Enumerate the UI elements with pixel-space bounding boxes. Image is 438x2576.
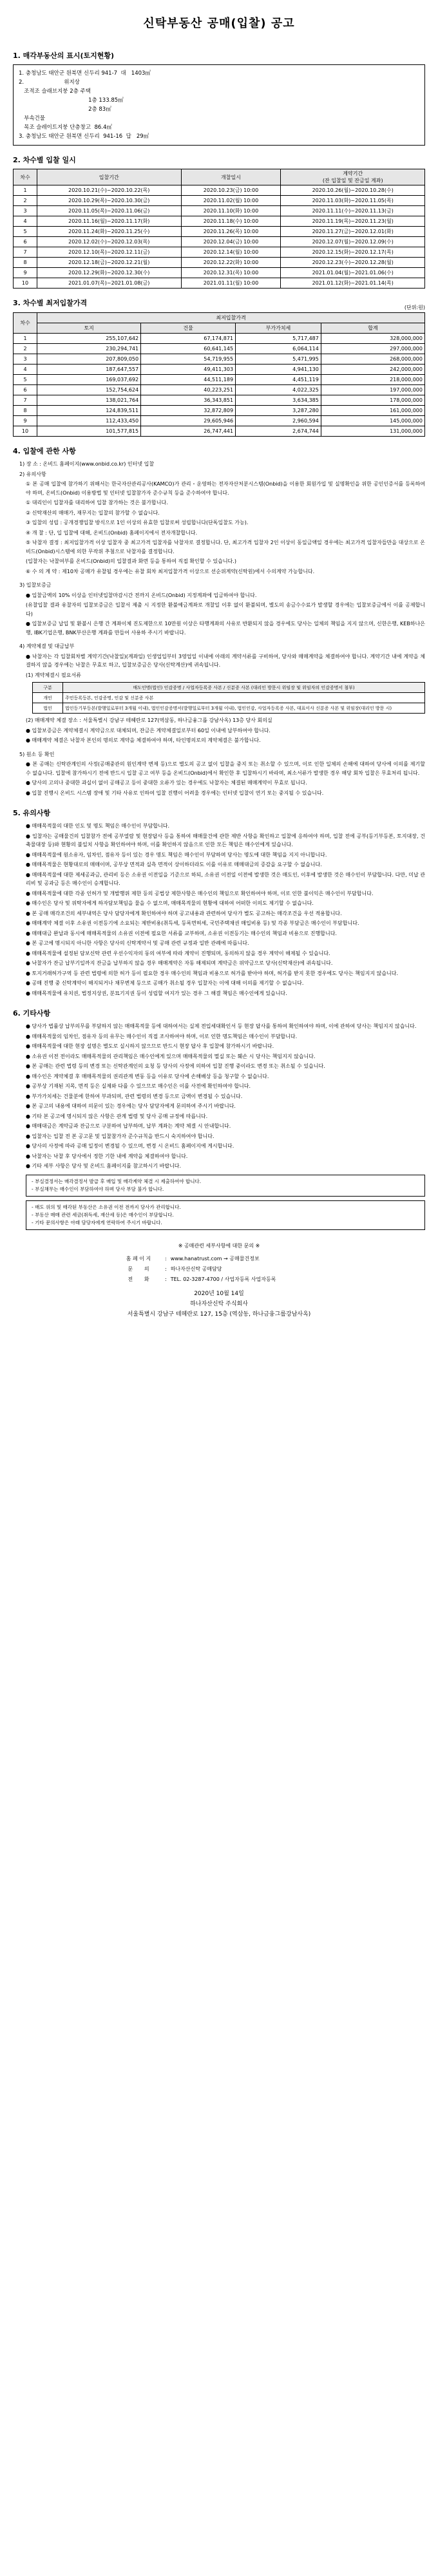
note-box-2 <box>26 1200 425 1230</box>
price-cell: 169,037,692 <box>37 375 141 385</box>
schedule-cell: 2 <box>14 196 37 206</box>
price-table <box>13 312 425 437</box>
price-cell: 4,451,119 <box>236 375 321 385</box>
price-row <box>14 354 425 365</box>
schedule-cell: 2020.12.04(금) 10:00 <box>181 237 281 247</box>
notice-item: ● 매매목적물에 설정된 담보신탁 관련 우선수익자의 동의 여부에 따라 계약이 진행되며, 동의하지 않을 경우 계약이 해제될 수 있습니다. <box>26 950 330 956</box>
price-cell: 207,809,050 <box>37 354 141 365</box>
schedule-cell: 2020.11.18(수) 10:00 <box>181 216 281 227</box>
price-header: 부가가치세 <box>236 323 321 334</box>
price-row <box>14 334 425 344</box>
other-item: ● 매매목적물의 임차인, 점유자 등의 유무는 매수인이 직접 조사하여야 하며, 이로 인한 명도책임은 매수인이 부담합니다. <box>26 1033 298 1039</box>
notice-item: ● 매매목적물은 현황대로의 매매이며, 공부상 면적과 실측 면적이 상이하더라도 이를 이유로 매매대금의 증감을 요구할 수 없습니다. <box>26 862 322 867</box>
bid-location: 1) 장 소 : 온비드 홈페이지(www.onbid.co.kr) 인터넷 입찰 <box>19 461 155 467</box>
price-cell: 138,021,764 <box>37 395 141 406</box>
price-cell: 5,717,487 <box>236 334 321 344</box>
schedule-cell: 2020.12.23(수)~2020.12.28(월) <box>281 258 425 268</box>
contract-item: ● 낙찰자는 각 입찰회차별 계약기간(낙찰일)(계좌일) 인생업입부터 3영업일 이내에 아래의 계약서류를 구비하여, 당사와 매매계약을 체결하여야 합니다. 계약기간 내에 계약을 체결하지 않을 경우에는 낙찰은 무효로 하고, 입찰보증금은 당사(신탁계산)에 귀속됩니다. <box>26 653 425 668</box>
schedule-cell: 10 <box>14 278 37 289</box>
price-row <box>14 416 425 426</box>
price-cell: 4,022,325 <box>236 385 321 395</box>
price-cell: 328,000,000 <box>321 334 424 344</box>
contact-row <box>116 1255 322 1264</box>
other-item: ● 매수인은 계약체결 후 매매목적물의 권리관계 변동 등을 이유로 당사에 손해배상 등을 청구할 수 없습니다. <box>26 1073 269 1079</box>
check-item: ● 입찰 진행시 온비드 시스템 장애 및 기타 사유로 인하여 입찰 진행이 어려울 경우에는 인터넷 입찰이 연기 또는 중지될 수 있습니다. <box>26 790 324 796</box>
price-cell: 242,000,000 <box>321 365 424 375</box>
schedule-header: 계약기간 (잔 입찰일 및 잔금일 계좌) <box>281 169 425 185</box>
schedule-row <box>14 268 425 278</box>
schedule-cell: 2020.12.29(화)~2020.12.30(수) <box>37 268 182 278</box>
section-1-heading: 1. 매각부동산의 표시(토지현황) <box>13 52 115 60</box>
schedule-row <box>14 278 425 289</box>
schedule-cell: 2020.12.31(목) 10:00 <box>181 268 281 278</box>
contract-item: ● 입찰보증금은 계약체결시 계약금으로 대체되며, 잔금은 계약체결일로부터 60일 이내에 납부하여야 합니다. <box>26 727 271 734</box>
schedule-cell: 2021.01.07(목)~2021.01.08(금) <box>37 278 182 289</box>
other-item: ● 매매대금은 계약금과 잔금으로 구분하여 납부하며, 납부 계좌는 계약 체결 시 안내합니다. <box>26 1123 231 1129</box>
caution-item: ① 대리인이 입찰자를 대리하여 입찰 참가하는 것은 불가합니다. <box>26 500 168 506</box>
notice-item: ● 매매목적물에 대한 제세공과금, 관리비 등은 소유권 이전일을 기준으로 하되, 소유권 이전일 이전에 발생한 것은 매도인, 이후에 발생한 것은 매수인이 부담합니다. 다만, 미납 관리비 및 공과금 등은 매수인이 승계합니다. <box>26 871 425 886</box>
price-cell: 218,000,000 <box>321 375 424 385</box>
schedule-cell: 2020.10.26(월)~2020.10.28(수) <box>281 185 425 196</box>
schedule-cell: 4 <box>14 216 37 227</box>
schedule-cell: 8 <box>14 258 37 268</box>
contact-row <box>116 1275 322 1284</box>
price-cell: 4 <box>14 365 37 375</box>
price-row <box>14 385 425 395</box>
price-row <box>14 395 425 406</box>
other-item: ● 기타 본 공고에 명시되지 않은 사항은 관계 법령 및 당사 공매 규정에 따릅니다. <box>26 1113 208 1119</box>
price-cell: 40,223,251 <box>141 385 236 395</box>
contract-heading: 4) 계약체결 및 대금납부 <box>19 643 75 649</box>
contact-key: 홈 페 이 지 <box>126 1255 151 1262</box>
caution-item: (입찰자는 낙찰여부를 온비드(Onbid)의 입찰결과 화면 등을 통하여 직접 확인할 수 있습니다.) <box>26 558 236 564</box>
schedule-row <box>14 237 425 247</box>
caution-item: ③ 입찰의 성립 : 공개경쟁입찰 방식으로 1인 이상의 유효한 입찰로써 성립합니다(단독입찰도 가능). <box>26 520 249 526</box>
notice-date: 2020년 10월 14일 <box>194 1290 244 1297</box>
price-cell: 54,719,955 <box>141 354 236 365</box>
price-cell: 7 <box>14 395 37 406</box>
property-line: 2층 83㎡ <box>19 106 111 113</box>
schedule-row <box>14 258 425 268</box>
price-cell: 9 <box>14 416 37 426</box>
price-cell: 49,411,303 <box>141 365 236 375</box>
contact-block <box>116 1255 322 1284</box>
price-unit: (단위:원) <box>404 305 425 310</box>
notice-item: ● 매매목적물에 원소유자, 임차인, 점유자 등이 있는 경우 명도 책임은 매수인이 부담하며 당사는 명도에 대한 책임을 지지 아니합니다. <box>26 851 327 858</box>
price-cell: 197,000,000 <box>321 385 424 395</box>
price-header: 차수 <box>14 313 37 334</box>
schedule-cell: 2020.12.14(월) 10:00 <box>181 247 281 258</box>
notice-item: ● 매매대금 완납과 동시에 매매목적물의 소유권 이전에 필요한 서류를 교부하며, 소유권 이전등기는 매수인의 책임과 비용으로 진행합니다. <box>26 930 337 936</box>
page-title: 신탁부동산 공매(입찰) 공고 <box>143 17 295 30</box>
footer <box>13 1242 425 1319</box>
schedule-cell: 2020.11.11(수)~2020.11.13(금) <box>281 206 425 216</box>
schedule-header: 차수 <box>14 169 37 185</box>
deposit-item: (유찰입찰 결과 유찰자의 입찰보증금은 입찰서 제출 시 지정한 환불예금계좌로 개찰일 이후 없이 환불되며, 별도의 송금수수료가 발생할 경우에는 입찰보증금에서 이를 공제합니다) <box>26 602 425 617</box>
schedule-cell: 5 <box>14 227 37 237</box>
note-line: - 부실채무는 매수인이 부담하여야 하며 당사 부담 불가 합니다. <box>32 1186 164 1192</box>
schedule-cell: 2020.12.10(목)~2020.12.11(금) <box>37 247 182 258</box>
schedule-cell: 2020.11.03(화)~2020.11.05(목) <box>281 196 425 206</box>
price-cell: 60,641,145 <box>141 344 236 354</box>
notice-item: ● 본 공고에 명시되지 아니한 사항은 당사의 신탁계약서 및 공매 관련 규정과 일반 관례에 따릅니다. <box>26 940 249 946</box>
price-cell: 3 <box>14 354 37 365</box>
contact-value: TEL. 02-3287-4700 / 사업자등록 사업자등록 <box>170 1276 276 1282</box>
other-item: ● 당사의 사정에 따라 공매 일정이 변경될 수 있으며, 변경 시 온비드 홈페이지에 게시합니다. <box>26 1143 234 1149</box>
price-cell: 3,634,385 <box>236 395 321 406</box>
price-cell: 187,647,557 <box>37 365 141 375</box>
schedule-cell: 7 <box>14 247 37 258</box>
check-item: ● 당사의 고의나 중대한 과실이 없이 공매공고 등이 중대한 오류가 있는 경우에도 낙찰자는 체결된 매매계약이 무효로 됩니다. <box>26 780 307 786</box>
property-box <box>13 64 425 146</box>
caution-item: ⑥ 수 의 계 약 : 제10차 공매가 유찰될 경우에는 유찰 회차 최저입찰가격 이상으로 선순위계약(신탁원)에서 수의계약 가능합니다. <box>26 568 315 574</box>
contract-list-2 <box>13 716 425 745</box>
trust-company: 하나자산신탁 주식회사 <box>190 1300 248 1307</box>
caution-item: ④ 개 찰 : 단, 입 입찰에 대해, 온비드(Onbid) 홈페이지에서 전자개찰합니다. <box>26 529 198 536</box>
schedule-cell: 2020.11.10(화) 10:00 <box>181 206 281 216</box>
contract-item: (2) 매매계약 체결 장소 : 서울특별시 강남구 테헤란로 127(역삼동, 하나금융그룹 강남사옥) 13층 당사 회의실 <box>26 717 272 723</box>
docs-cell: 개인 <box>33 693 63 703</box>
docs-cell: 주민등록등본, 인감증명, 인감 및 신분증 사본 <box>63 693 425 703</box>
notice-item: ● 매매목적물에 대한 각종 인허가 및 개발행위 제한 등의 공법상 제한사항은 매수인의 책임으로 확인하여야 하며, 이로 인한 불이익은 매수인이 부담합니다. <box>26 890 374 896</box>
contact-key: 전 화 <box>128 1276 149 1282</box>
price-row <box>14 426 425 437</box>
price-cell: 124,839,511 <box>37 406 141 416</box>
price-cell: 8 <box>14 406 37 416</box>
required-docs-table <box>32 682 425 714</box>
note-line: - 부동산 매매 관련 세금(취득세, 재산세 등)은 매수인이 부담합니다. <box>32 1211 174 1218</box>
notice-item: ● 낙찰자가 잔금 납부기일까지 잔금을 납부하지 않을 경우 매매계약은 자동 해제되며 계약금은 위약금으로 당사(신탁재산)에 귀속됩니다. <box>26 960 333 966</box>
property-line: 부속건물 <box>19 115 45 122</box>
price-cell: 5,471,995 <box>236 354 321 365</box>
price-cell: 26,747,441 <box>141 426 236 437</box>
notice-item: ● 매매계약 체결 이후 소유권 이전등기에 소요되는 제반비용(취득세, 등록면허세, 국민주택채권 매입비용 등) 및 각종 부담금은 매수인이 부담합니다. <box>26 920 359 926</box>
price-cell: 230,294,741 <box>37 344 141 354</box>
deposit-list <box>13 591 425 638</box>
schedule-cell: 2020.11.16(월)~2020.11.17(화) <box>37 216 182 227</box>
price-cell: 36,343,851 <box>141 395 236 406</box>
note-box-1 <box>26 1175 425 1197</box>
price-cell: 161,000,000 <box>321 406 424 416</box>
section-5-heading: 5. 유의사항 <box>13 809 51 817</box>
price-cell: 131,000,000 <box>321 426 424 437</box>
schedule-row <box>14 206 425 216</box>
notice-item: ● 본 공매 매각조건의 세부내역은 당사 담당자에게 확인하여야 하며 공고내용과 관련하여 당사가 별도 공고하는 매각조건을 우선 적용합니다. <box>26 910 342 916</box>
schedule-cell: 2020.10.23(금) 10:00 <box>181 185 281 196</box>
schedule-cell: 2020.10.21(수)~2020.10.22(목) <box>37 185 182 196</box>
schedule-table <box>13 169 425 289</box>
contact-sep: : <box>165 1255 167 1262</box>
other-item: ● 본 공매는 관련 법령 등의 변경 또는 신탁관계인의 요청 등 당사의 사정에 의하여 입찰 진행 중이라도 변경 또는 취소될 수 있습니다. <box>26 1063 325 1069</box>
price-cell: 32,872,809 <box>141 406 236 416</box>
other-item: ● 기타 세부 사항은 당사 및 온비드 홈페이지를 참고하시기 바랍니다. <box>26 1163 182 1169</box>
property-line: 1. 충청남도 태안군 원북면 신두리 941-7 대 1403㎡ <box>19 70 151 77</box>
schedule-row <box>14 227 425 237</box>
schedule-cell: 3 <box>14 206 37 216</box>
contract-item: ● 매매계약 체결은 낙찰자 본인의 명의로 계약을 체결하여야 하며, 타인명의로의 계약체결은 불가합니다. <box>26 737 261 743</box>
price-header: 합계 <box>321 323 424 334</box>
price-cell: 10 <box>14 426 37 437</box>
section-4-heading: 4. 입찰에 관한 사항 <box>13 447 76 455</box>
notice-item: ● 매수인은 당사 및 위탁자에게 하자담보책임을 물을 수 없으며, 매매목적물의 현황에 대하여 어떠한 이의도 제기할 수 없습니다. <box>26 900 314 906</box>
caution-item: ⑤ 낙찰자 결정 : 최저입찰가격 이상 입찰자 중 최고가격 입찰자를 낙찰자로 결정합니다. 단, 최고가격 입찰자 2인 이상이 동일금액일 경우에는 최고가격 입찰자들만을 대상으로 온비드(Onbid)시스템에 의한 무작위 추첨으로 낙찰자를 결정합니다. <box>26 540 425 554</box>
price-cell: 112,433,450 <box>37 416 141 426</box>
section-2-heading: 2. 차수별 입찰 일시 <box>13 156 76 164</box>
schedule-cell: 2020.12.07(월)~2020.12.09(수) <box>281 237 425 247</box>
other-item: ● 당사가 법률상 납부의무를 부담하지 않는 매매목적물 등에 대하여서는 실제 전입세대확인서 등 현장 답사를 통하여 확인하여야 하며, 이에 관하여 당사는 책임지지 않습니다. <box>26 1023 417 1029</box>
price-cell: 2,674,744 <box>236 426 321 437</box>
contact-sep: : <box>165 1276 167 1282</box>
price-header: 토지 <box>37 323 141 334</box>
schedule-header: 입찰기간 <box>37 169 182 185</box>
section-6-heading: 6. 기타사항 <box>13 1009 51 1018</box>
price-row <box>14 344 425 354</box>
docs-cell: 법인등기부등본(발행일로부터 3개월 이내), 법인인감증명서(발행일로부터 3개월 이내), 법인인감, 사업자등록증 사본, 대표이사 신분증 사본 및 위임장(대리인 방문 시) <box>63 703 425 714</box>
caution-heading: 2) 유의사항 <box>19 471 46 477</box>
price-row <box>14 365 425 375</box>
check-list <box>13 760 425 797</box>
property-line: 조적조 슬래브지붕 2층 주택 <box>19 88 91 95</box>
other-item: ● 본 공고의 내용에 대하여 의문이 있는 경우에는 당사 담당자에게 문의하여 주시기 바랍니다. <box>26 1103 236 1109</box>
schedule-header: 개찰일시 <box>181 169 281 185</box>
check-item: ● 본 공매는 신탁관계인의 사정(공매중관의 원인계약 변제 등)으로 별도의 공고 없이 입찰을 중지 또는 취소할 수 있으며, 이로 인한 일체의 손해에 대하여 당사에 이의를 제기할 수 없습니다. 입찰에 참가하시기 전에 반드시 입찰 공고 여부 등을 온비드(Onbid)에서 확인한 후 입찰하시기 바라며, 최소서류가 발생한 경우 해당 회차 입찰은 무효처리 됩니다. <box>26 761 425 776</box>
docs-header: 구분 <box>33 683 63 693</box>
schedule-cell: 2020.11.19(목)~2020.11.23(월) <box>281 216 425 227</box>
price-header: 건물 <box>141 323 236 334</box>
contact-row <box>116 1265 322 1274</box>
schedule-cell: 2020.11.05(목)~2020.11.06(금) <box>37 206 182 216</box>
docs-cell: 법인 <box>33 703 63 714</box>
price-cell: 6,064,114 <box>236 344 321 354</box>
schedule-cell: 2021.01.12(화)~2021.01.14(목) <box>281 278 425 289</box>
price-cell: 44,511,189 <box>141 375 236 385</box>
other-item: ● 낙찰자는 낙찰 후 당사에서 정한 기한 내에 계약을 체결하여야 합니다. <box>26 1153 188 1159</box>
docs-header: 매도인명(법인) 인감증명 / 사업자등록증 사본 / 신분증 사본 (대리인 방문시 위임장 및 위임자의 인감증명서 첨부) <box>63 683 425 693</box>
other-item: ● 소유권 이전 전이라도 매매목적물의 관리책임은 매수인에게 있으며 매매목적물의 멸실 또는 훼손 시 당사는 책임지지 않습니다. <box>26 1053 316 1059</box>
note-line: - 매도 위의 및 매각된 부동산은 소유권 이전 전까지 당사가 관리합니다. <box>32 1204 181 1210</box>
price-cell: 2 <box>14 344 37 354</box>
other-list <box>13 1022 425 1171</box>
notice-list <box>13 822 425 998</box>
notice-item: ● 매매목적물에 유치권, 법정지상권, 분묘기지권 등이 성립할 여지가 있는 경우 그 해결 책임은 매수인에게 있습니다. <box>26 990 287 996</box>
price-cell: 178,000,000 <box>321 395 424 406</box>
schedule-cell: 2020.10.29(목)~2020.10.30(금) <box>37 196 182 206</box>
docs-row <box>33 703 425 714</box>
other-item: ● 입찰자는 입찰 전 본 공고문 및 입찰참가자 준수규칙을 반드시 숙지하여야 합니다. <box>26 1133 214 1139</box>
caution-item: ② 신탁재산의 매매가, 재무지는 입찰의 참가할 수 없습니다. <box>26 509 160 516</box>
property-line: 1층 133.85㎡ <box>19 97 124 104</box>
schedule-cell: 2020.11.26(목) 10:00 <box>181 227 281 237</box>
notice-item: ● 토지거래허가구역 등 관련 법령에 의한 허가 등이 필요한 경우 매수인의 책임과 비용으로 허가를 받아야 하며, 허가를 받지 못한 경우에도 당사는 책임지지 않습니다. <box>26 970 399 976</box>
contact-sep: : <box>165 1265 167 1272</box>
contract-list <box>13 652 425 680</box>
caution-item: ① 본 공매 입찰에 참가하기 위해서는 한국자산관리공사(KAMCO)가 관리・운영하는 전자자산처분시스템(Onbid)을 이용한 회원가입 및 실명확인을 위한 공인인증서를 등록하여야 하며, 온비드(Onbid) 이용방법 및 인터넷 입찰참가자 준수규칙 등을 준수하여야 합니다. <box>26 481 425 496</box>
notice-item: ● 입찰자는 공매물건의 입찰참가 전에 공부열람 및 현장답사 등을 통하여 매매물건에 관한 제반 사항을 확인하고 입찰에 응하여야 하며, 입찰 전에 공부(등기부등본, 토지대장, 건축물대장 등)와 현황의 불일치 사항을 확인하여야 하며, 이를 확인하지 않음으로 인한 모든 책임은 매수인에게 있습니다. <box>26 833 425 848</box>
schedule-cell: 2020.11.24(화)~2020.11.25(수) <box>37 227 182 237</box>
deposit-heading: 3) 입찰보증금 <box>19 582 52 588</box>
price-cell: 152,754,624 <box>37 385 141 395</box>
section-3-heading: 3. 차수별 최저입찰가격 <box>13 299 88 307</box>
deposit-item: ● 입찰금액의 10% 이상을 인터넷입찰마감시간 전까지 온비드(Onbid) 지정계좌에 입금하여야 합니다. <box>26 592 257 598</box>
property-line: 3. 충청남도 태안군 원북면 신두리 941-16 답 29㎡ <box>19 133 149 140</box>
notice-item: ● 공매 진행 중 신탁계약이 해지되거나 채무변제 등으로 공매가 취소될 경우 입찰자는 이에 대해 이의를 제기할 수 없습니다. <box>26 980 304 986</box>
price-row <box>14 406 425 416</box>
price-cell: 29,605,946 <box>141 416 236 426</box>
note-line: - 기타 문의사항은 아래 담당자에게 연락하여 주시기 바랍니다. <box>32 1219 162 1226</box>
docs-row <box>33 693 425 703</box>
other-item: ● 공부상 기재된 지목, 면적 등은 실제와 다를 수 있으므로 매수인은 이를 사전에 확인하여야 합니다. <box>26 1083 251 1089</box>
schedule-cell: 6 <box>14 237 37 247</box>
contract-item: (1) 계약체결시 필요서류 <box>26 672 81 678</box>
caution-list <box>13 480 425 576</box>
other-item: ● 부가가치세는 건물분에 한하여 부과되며, 관련 법령의 변경 등으로 금액이 변경될 수 있습니다. <box>26 1093 243 1099</box>
other-item: ● 매매목적물에 대한 현장 설명은 별도로 실시하지 않으므로 반드시 현장 답사 후 입찰에 참가하시기 바랍니다. <box>26 1043 274 1049</box>
check-heading: 5) 원소 등 확인 <box>19 751 55 757</box>
company-address: 서울특별시 강남구 테헤란로 127, 15층 (역삼동, 하나금융그룹강남사옥) <box>127 1311 311 1318</box>
property-line: 목조 슬레이트지붕 단층창고 86.4㎡ <box>19 124 112 131</box>
schedule-cell: 2020.12.02(수)~2020.12.03(목) <box>37 237 182 247</box>
price-cell: 255,107,642 <box>37 334 141 344</box>
contact-key: 문 의 <box>128 1265 149 1272</box>
note-line: - 부실결정서는 매각결정서 발급 후 매입 및 매각계약 체결 시 제출하여야 합니다. <box>32 1178 202 1184</box>
contact-value: 하나자산신탁 공매담당 <box>170 1265 222 1272</box>
schedule-row <box>14 247 425 258</box>
contact-value: www.hanatrust.com → 공매물건정보 <box>170 1255 260 1262</box>
price-cell: 6 <box>14 385 37 395</box>
schedule-cell: 2020.11.27(금)~2020.12.01(화) <box>281 227 425 237</box>
schedule-cell: 2021.01.04(월)~2021.01.06(수) <box>281 268 425 278</box>
property-line: 2. 위지상 <box>19 79 80 86</box>
schedule-cell: 2020.11.02(월) 10:00 <box>181 196 281 206</box>
notice-item: ● 매매목적물의 대한 인도 및 명도 책임은 매수인이 부담합니다. <box>26 823 170 829</box>
notice-page <box>13 0 425 1319</box>
price-cell: 4,941,130 <box>236 365 321 375</box>
inquiry-title: ※ 공매관련 세부사항에 대한 문의 ※ <box>178 1242 260 1249</box>
schedule-cell: 2020.12.15(화)~2020.12.17(목) <box>281 247 425 258</box>
schedule-cell: 2020.12.22(화) 10:00 <box>181 258 281 268</box>
price-cell: 145,000,000 <box>321 416 424 426</box>
price-cell: 1 <box>14 334 37 344</box>
schedule-row <box>14 196 425 206</box>
price-row <box>14 375 425 385</box>
schedule-row <box>14 216 425 227</box>
price-cell: 268,000,000 <box>321 354 424 365</box>
schedule-cell: 1 <box>14 185 37 196</box>
price-cell: 3,287,280 <box>236 406 321 416</box>
price-cell: 297,000,000 <box>321 344 424 354</box>
price-cell: 2,960,594 <box>236 416 321 426</box>
deposit-item: ● 입찰보증금 납입 및 환불시 은행 간 계좌이체 진도제한으로 10만원 이상은 타행계좌의 사유로 반환되지 않을 경우에도 당사는 일체의 책임을 지지 않으며, 신한은행, KEB하나은행, IBK기업은행, BNK부산은행 계좌를 만들어 사용하 주시기 바랍니다. <box>26 621 425 636</box>
price-cell: 67,174,871 <box>141 334 236 344</box>
schedule-row <box>14 185 425 196</box>
schedule-cell: 2021.01.11(월) 10:00 <box>181 278 281 289</box>
schedule-cell: 2020.12.18(금)~2020.12.21(월) <box>37 258 182 268</box>
price-header: 최저입찰가격 <box>37 313 425 323</box>
price-cell: 5 <box>14 375 37 385</box>
schedule-cell: 9 <box>14 268 37 278</box>
price-cell: 101,577,815 <box>37 426 141 437</box>
